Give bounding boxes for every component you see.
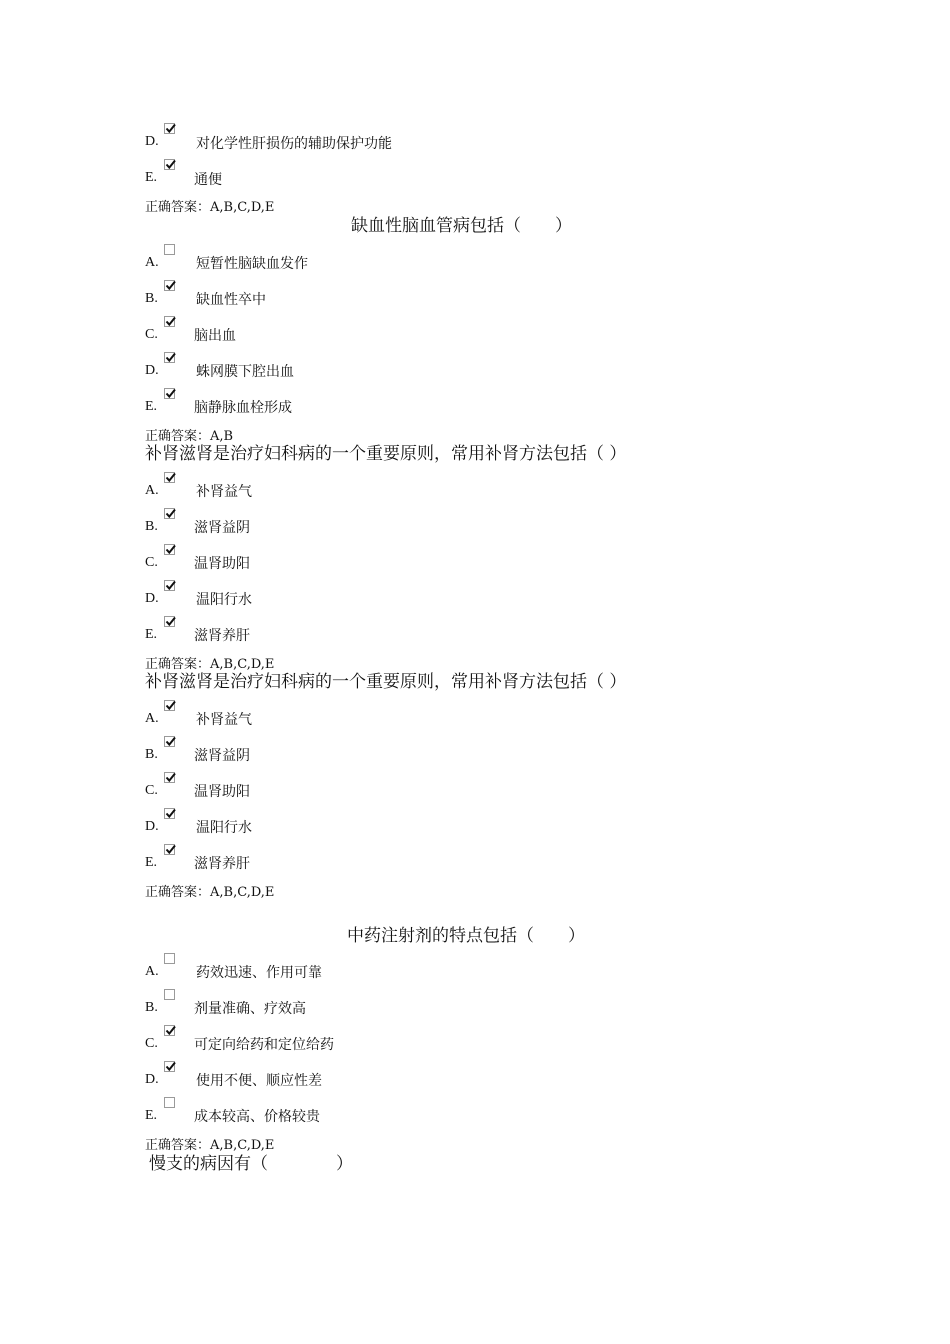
option-letter: E. (145, 399, 158, 414)
checkmark-icon (165, 700, 176, 711)
option-text: 对化学性肝损伤的辅助保护功能 (196, 136, 392, 152)
option-letter: B. (145, 519, 158, 534)
option-text: 温阳行水 (196, 592, 252, 608)
option-letter: C. (145, 327, 158, 342)
option-letter: D. (145, 591, 159, 606)
option-checkbox[interactable] (164, 388, 175, 399)
option-checkbox[interactable] (164, 616, 175, 627)
checkmark-icon (165, 736, 176, 747)
option-letter: C. (145, 555, 158, 570)
option-checkbox[interactable] (164, 1025, 175, 1036)
option-checkbox[interactable] (164, 316, 175, 327)
option-checkbox[interactable] (164, 953, 175, 964)
option-letter: E. (145, 627, 158, 642)
option-letter: D. (145, 1072, 159, 1087)
option-text: 药效迅速、作用可靠 (196, 965, 322, 981)
option-text: 通便 (194, 172, 222, 188)
option-text: 滋肾养肝 (194, 628, 250, 644)
option-letter: E. (145, 855, 158, 870)
question-title: 慢支的病因有（ ） (149, 1154, 353, 1174)
option-text: 脑出血 (194, 328, 236, 344)
option-text: 补肾益气 (196, 484, 252, 500)
option-text: 蛛网膜下腔出血 (196, 364, 294, 380)
option-checkbox[interactable] (164, 280, 175, 291)
option-checkbox[interactable] (164, 159, 175, 170)
correct-answer: 正确答案：A,B,C,D,E (145, 657, 275, 672)
option-checkbox[interactable] (164, 244, 175, 255)
correct-answer: 正确答案：A,B,C,D,E (145, 1138, 275, 1153)
checkmark-icon (165, 280, 176, 291)
option-letter: A. (145, 255, 159, 270)
checkmark-icon (165, 772, 176, 783)
option-text: 温肾助阳 (194, 784, 250, 800)
option-letter: C. (145, 1036, 158, 1051)
checkmark-icon (165, 1061, 176, 1072)
option-checkbox[interactable] (164, 844, 175, 855)
option-text: 剂量准确、疗效高 (194, 1001, 306, 1017)
option-checkbox[interactable] (164, 700, 175, 711)
option-letter: D. (145, 134, 159, 149)
option-letter: A. (145, 483, 159, 498)
option-text: 温肾助阳 (194, 556, 250, 572)
option-checkbox[interactable] (164, 989, 175, 1000)
option-checkbox[interactable] (164, 580, 175, 591)
checkmark-icon (165, 316, 176, 327)
option-text: 成本较高、价格较贵 (194, 1109, 320, 1125)
option-checkbox[interactable] (164, 352, 175, 363)
option-checkbox[interactable] (164, 508, 175, 519)
option-text: 补肾益气 (196, 712, 252, 728)
correct-answer: 正确答案：A,B (145, 429, 234, 444)
checkmark-icon (165, 1025, 176, 1036)
option-letter: C. (145, 783, 158, 798)
option-letter: E. (145, 170, 158, 185)
option-letter: A. (145, 964, 159, 979)
option-text: 可定向给药和定位给药 (194, 1037, 334, 1053)
option-text: 脑静脉血栓形成 (194, 400, 292, 416)
option-letter: D. (145, 819, 159, 834)
option-checkbox[interactable] (164, 123, 175, 134)
option-checkbox[interactable] (164, 544, 175, 555)
question-title: 缺血性脑血管病包括（ ） (351, 216, 572, 236)
option-checkbox[interactable] (164, 772, 175, 783)
correct-answer: 正确答案：A,B,C,D,E (145, 885, 275, 900)
checkmark-icon (165, 616, 176, 627)
option-letter: B. (145, 291, 158, 306)
question-title: 补肾滋肾是治疗妇科病的一个重要原则，常用补肾方法包括（ ） (145, 444, 627, 464)
checkmark-icon (165, 123, 176, 134)
checkmark-icon (165, 544, 176, 555)
option-checkbox[interactable] (164, 472, 175, 483)
correct-answer: 正确答案：A,B,C,D,E (145, 200, 275, 215)
checkmark-icon (165, 159, 176, 170)
checkmark-icon (165, 808, 176, 819)
option-text: 温阳行水 (196, 820, 252, 836)
option-text: 滋肾益阴 (194, 520, 250, 536)
option-letter: A. (145, 711, 159, 726)
option-checkbox[interactable] (164, 1097, 175, 1108)
checkmark-icon (165, 508, 176, 519)
option-checkbox[interactable] (164, 1061, 175, 1072)
checkmark-icon (165, 580, 176, 591)
option-checkbox[interactable] (164, 808, 175, 819)
option-checkbox[interactable] (164, 736, 175, 747)
option-text: 滋肾益阴 (194, 748, 250, 764)
checkmark-icon (165, 844, 176, 855)
option-text: 使用不便、顺应性差 (196, 1073, 322, 1089)
option-text: 短暂性脑缺血发作 (196, 256, 308, 272)
checkmark-icon (165, 388, 176, 399)
checkmark-icon (165, 352, 176, 363)
option-letter: E. (145, 1108, 158, 1123)
checkmark-icon (165, 472, 176, 483)
option-letter: B. (145, 747, 158, 762)
question-title: 中药注射剂的特点包括（ ） (347, 926, 585, 946)
option-text: 缺血性卒中 (196, 292, 266, 308)
option-letter: D. (145, 363, 159, 378)
option-text: 滋肾养肝 (194, 856, 250, 872)
question-title: 补肾滋肾是治疗妇科病的一个重要原则，常用补肾方法包括（ ） (145, 672, 627, 692)
option-letter: B. (145, 1000, 158, 1015)
